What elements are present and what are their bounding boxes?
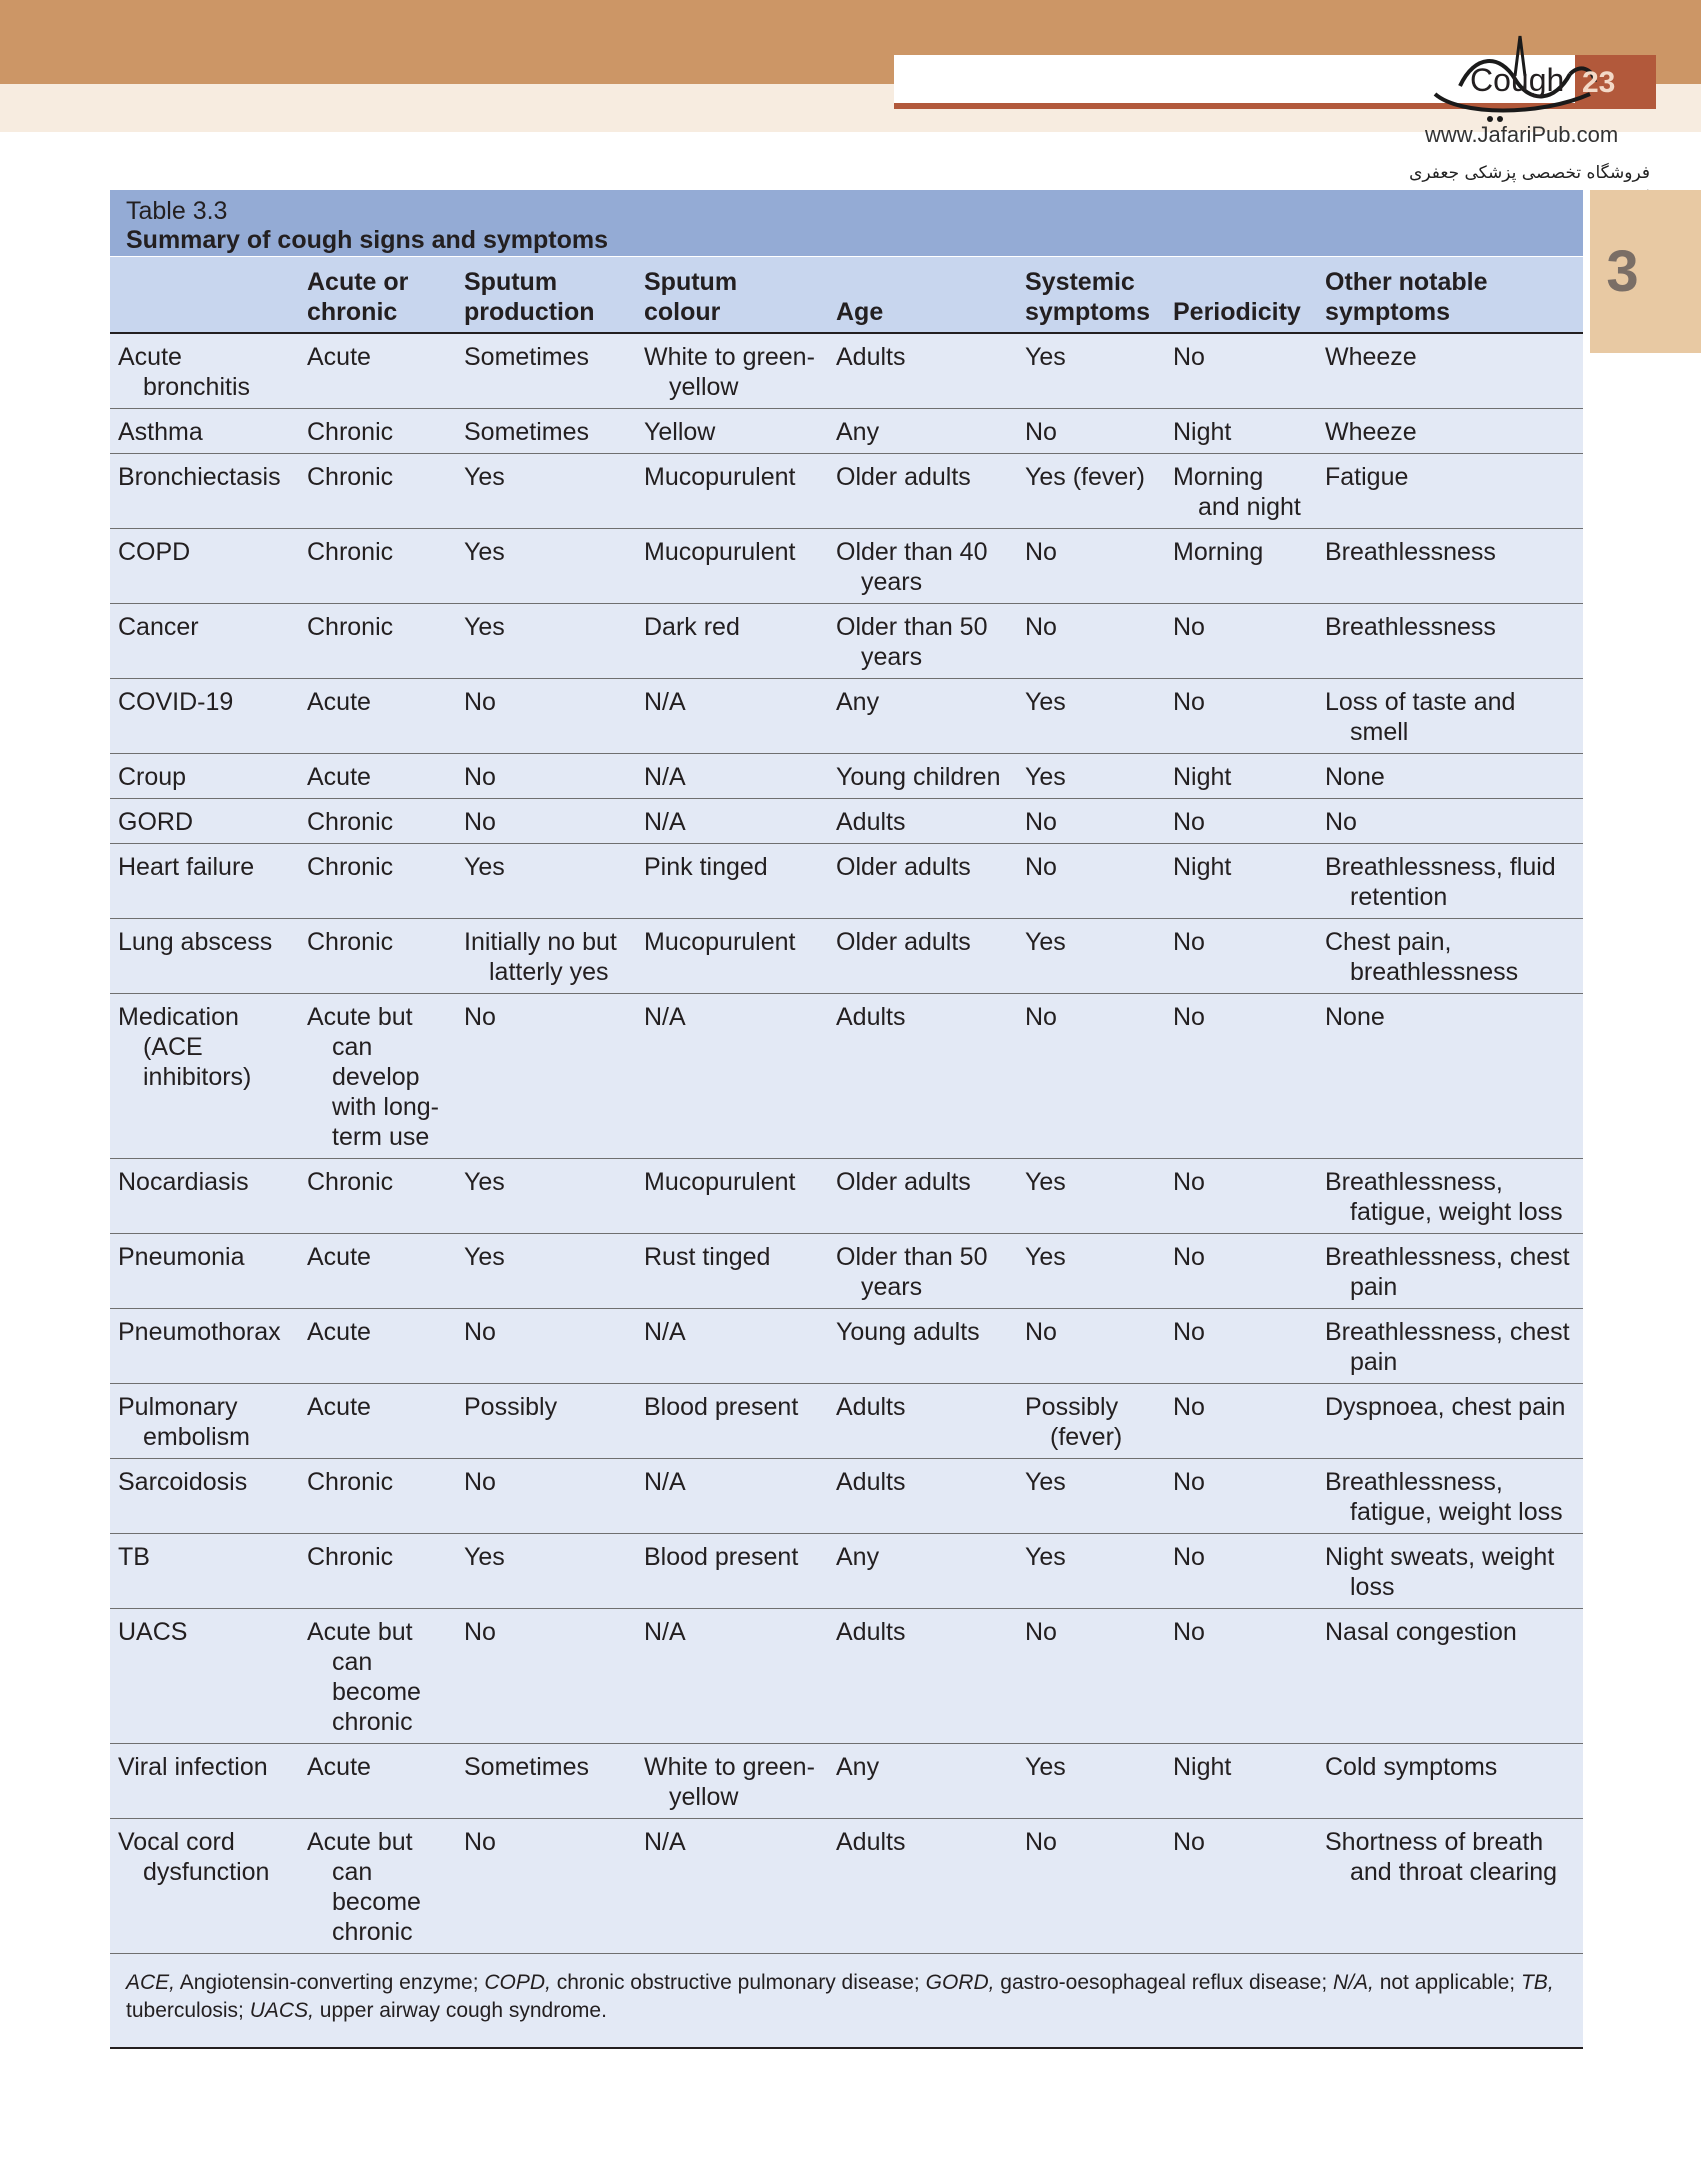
table-row — [110, 799, 1583, 844]
table-cell: Chronic — [299, 529, 456, 604]
table-cell: No — [1165, 994, 1317, 1159]
condition-cell: GORD — [110, 799, 299, 844]
table-cell: Any — [828, 409, 1017, 454]
table-cell: No — [1165, 919, 1317, 994]
table-cell: Chronic — [299, 1459, 456, 1534]
table-cell: No — [456, 679, 636, 754]
table-cell: Older than 50 years — [828, 1234, 1017, 1309]
table-cell: Yes — [456, 1534, 636, 1609]
table-cell: No — [1165, 333, 1317, 409]
table-row — [110, 1459, 1583, 1534]
table-cell: Initially no but latterly yes — [456, 919, 636, 994]
table-cell: Night — [1165, 1744, 1317, 1819]
table-cell: No — [1165, 1534, 1317, 1609]
table-cell: None — [1317, 754, 1583, 799]
column-header — [110, 257, 299, 333]
table-cell: Pink tinged — [636, 844, 828, 919]
table-cell: Yes — [1017, 919, 1165, 994]
table-cell: Young children — [828, 754, 1017, 799]
table-container — [110, 190, 1583, 2049]
page-number: 23 — [1582, 66, 1616, 99]
table-cell: Acute but can become chronic — [299, 1819, 456, 1954]
table-cell: Mucopurulent — [636, 1159, 828, 1234]
table-header-row — [110, 257, 1583, 333]
table-cell: No — [456, 1459, 636, 1534]
table-cell: Yes (fever) — [1017, 454, 1165, 529]
column-header: Sputum colour — [636, 257, 828, 333]
table-cell: Morning — [1165, 529, 1317, 604]
table-cell: Older adults — [828, 1159, 1017, 1234]
table-cell: Wheeze — [1317, 333, 1583, 409]
table-row — [110, 1384, 1583, 1459]
table-cell: No — [456, 1819, 636, 1954]
table-row — [110, 1534, 1583, 1609]
running-title: Cough — [1470, 62, 1565, 98]
table-cell: White to green-yellow — [636, 1744, 828, 1819]
footnote-definition: upper airway cough syndrome. — [319, 1999, 607, 2022]
table-cell: Sometimes — [456, 333, 636, 409]
table-cell: Shortness of breath and throat clearing — [1317, 1819, 1583, 1954]
table-cell: Any — [828, 679, 1017, 754]
table-row — [110, 333, 1583, 409]
table-row — [110, 754, 1583, 799]
table-cell: Yes — [1017, 1744, 1165, 1819]
footnote-abbreviation: ACE, — [126, 1971, 176, 1994]
table-footnote — [110, 1954, 1583, 2049]
table-cell: Acute — [299, 754, 456, 799]
footnote-abbreviation: UACS, — [249, 1999, 314, 2022]
column-header: Age — [828, 257, 1017, 333]
condition-cell: UACS — [110, 1609, 299, 1744]
table-cell: Older than 50 years — [828, 604, 1017, 679]
condition-cell: Medication (ACE inhibitors) — [110, 994, 299, 1159]
table-cell: Breathlessness — [1317, 604, 1583, 679]
table-caption — [110, 190, 1583, 257]
table-cell: Sometimes — [456, 409, 636, 454]
table-row — [110, 1609, 1583, 1744]
condition-cell: TB — [110, 1534, 299, 1609]
condition-cell: Pneumonia — [110, 1234, 299, 1309]
table-row — [110, 1744, 1583, 1819]
table-cell: Yes — [456, 604, 636, 679]
column-header: Other notable symptoms — [1317, 257, 1583, 333]
condition-cell: Asthma — [110, 409, 299, 454]
table-cell: None — [1317, 994, 1583, 1159]
table-row — [110, 1159, 1583, 1234]
cough-summary-table — [110, 257, 1583, 1954]
condition-cell: Pulmonary embolism — [110, 1384, 299, 1459]
table-cell: Blood present — [636, 1384, 828, 1459]
table-row — [110, 844, 1583, 919]
table-cell: Chest pain, breathlessness — [1317, 919, 1583, 994]
footnote-abbreviation: N/A, — [1333, 1971, 1374, 1994]
table-row — [110, 529, 1583, 604]
condition-cell: Acute bronchitis — [110, 333, 299, 409]
table-cell: Chronic — [299, 919, 456, 994]
footnote-abbreviation: COPD, — [484, 1971, 551, 1994]
table-cell: Mucopurulent — [636, 454, 828, 529]
table-cell: Cold symptoms — [1317, 1744, 1583, 1819]
table-cell: No — [1165, 1234, 1317, 1309]
footnote-definition: gastro-oesophageal reflux disease; — [1000, 1971, 1328, 1994]
table-cell: White to green-yellow — [636, 333, 828, 409]
table-cell: Mucopurulent — [636, 529, 828, 604]
column-header: Systemic symptoms — [1017, 257, 1165, 333]
table-cell: N/A — [636, 679, 828, 754]
table-cell: No — [456, 994, 636, 1159]
table-cell: Mucopurulent — [636, 919, 828, 994]
table-cell: Yellow — [636, 409, 828, 454]
table-label: Table 3.3 — [126, 197, 228, 225]
table-cell: No — [1165, 799, 1317, 844]
table-cell: No — [1165, 604, 1317, 679]
condition-cell: Croup — [110, 754, 299, 799]
table-cell: N/A — [636, 754, 828, 799]
table-cell: Acute but can develop with long-term use — [299, 994, 456, 1159]
table-cell: Acute but can become chronic — [299, 1609, 456, 1744]
table-cell: No — [1165, 1819, 1317, 1954]
table-cell: No — [1165, 1609, 1317, 1744]
condition-cell: Bronchiectasis — [110, 454, 299, 529]
footnote-definition: Angiotensin-converting enzyme; — [179, 1971, 479, 1994]
table-cell: Wheeze — [1317, 409, 1583, 454]
table-cell: Yes — [1017, 333, 1165, 409]
table-row — [110, 1234, 1583, 1309]
table-cell: N/A — [636, 799, 828, 844]
table-cell: Adults — [828, 799, 1017, 844]
table-cell: No — [1165, 1159, 1317, 1234]
footnote-abbreviation: TB, — [1520, 1971, 1554, 1994]
table-cell: Chronic — [299, 409, 456, 454]
table-cell: Acute — [299, 333, 456, 409]
table-cell: Any — [828, 1534, 1017, 1609]
condition-cell: Vocal cord dysfunction — [110, 1819, 299, 1954]
table-cell: Nasal congestion — [1317, 1609, 1583, 1744]
table-cell: No — [1165, 1309, 1317, 1384]
table-row — [110, 454, 1583, 529]
table-cell: Adults — [828, 1609, 1017, 1744]
table-cell: No — [1017, 529, 1165, 604]
table-cell: Night — [1165, 754, 1317, 799]
table-cell: No — [456, 799, 636, 844]
table-cell: No — [456, 1309, 636, 1384]
table-cell: Breathlessness, fluid retention — [1317, 844, 1583, 919]
table-cell: Any — [828, 1744, 1017, 1819]
table-cell: No — [1017, 1609, 1165, 1744]
table-cell: Breathlessness, chest pain — [1317, 1309, 1583, 1384]
table-cell: Acute — [299, 1384, 456, 1459]
table-cell: Rust tinged — [636, 1234, 828, 1309]
table-cell: Chronic — [299, 844, 456, 919]
table-cell: Breathlessness, fatigue, weight loss — [1317, 1159, 1583, 1234]
table-cell: Yes — [1017, 1459, 1165, 1534]
table-cell: Older than 40 years — [828, 529, 1017, 604]
table-cell: Breathlessness, fatigue, weight loss — [1317, 1459, 1583, 1534]
table-cell: No — [1017, 409, 1165, 454]
condition-cell: Heart failure — [110, 844, 299, 919]
table-cell: No — [1165, 1384, 1317, 1459]
footnote-definition: tuberculosis; — [126, 1999, 244, 2022]
table-cell: N/A — [636, 994, 828, 1159]
table-cell: Night — [1165, 844, 1317, 919]
table-cell: Yes — [456, 454, 636, 529]
table-cell: Yes — [1017, 1234, 1165, 1309]
table-cell: Possibly (fever) — [1017, 1384, 1165, 1459]
table-row — [110, 679, 1583, 754]
table-cell: N/A — [636, 1819, 828, 1954]
condition-cell: Viral infection — [110, 1744, 299, 1819]
table-row — [110, 1309, 1583, 1384]
table-cell: Yes — [1017, 679, 1165, 754]
condition-cell: COVID-19 — [110, 679, 299, 754]
table-cell: Adults — [828, 994, 1017, 1159]
table-cell: Sometimes — [456, 1744, 636, 1819]
table-row — [110, 994, 1583, 1159]
table-cell: Yes — [1017, 1534, 1165, 1609]
table-cell: No — [456, 754, 636, 799]
publisher-url[interactable]: www.JafariPub.com — [1425, 122, 1619, 147]
publisher-tagline: فروشگاه تخصصی پزشکی جعفری — [1409, 163, 1650, 183]
table-cell: Adults — [828, 1459, 1017, 1534]
table-cell: Chronic — [299, 1534, 456, 1609]
table-cell: No — [1017, 994, 1165, 1159]
table-row — [110, 409, 1583, 454]
table-title: Summary of cough signs and symptoms — [126, 226, 609, 254]
table-cell: No — [1017, 604, 1165, 679]
table-cell: Older adults — [828, 454, 1017, 529]
footnote-definition: not applicable; — [1379, 1971, 1516, 1994]
condition-cell: COPD — [110, 529, 299, 604]
table-cell: No — [1165, 679, 1317, 754]
table-cell: Acute — [299, 679, 456, 754]
condition-cell: Pneumothorax — [110, 1309, 299, 1384]
table-cell: Breathlessness, chest pain — [1317, 1234, 1583, 1309]
table-cell: Dark red — [636, 604, 828, 679]
table-cell: Possibly — [456, 1384, 636, 1459]
table-cell: Chronic — [299, 799, 456, 844]
footnote-abbreviation: GORD, — [925, 1971, 995, 1994]
footnote-definition: chronic obstructive pulmonary disease; — [556, 1971, 920, 1994]
table-cell: Chronic — [299, 1159, 456, 1234]
table-cell: Adults — [828, 333, 1017, 409]
table-cell: Young adults — [828, 1309, 1017, 1384]
table-cell: Night — [1165, 409, 1317, 454]
table-cell: Acute — [299, 1309, 456, 1384]
table-cell: Fatigue — [1317, 454, 1583, 529]
table-cell: Chronic — [299, 454, 456, 529]
column-header: Periodicity — [1165, 257, 1317, 333]
table-cell: Acute — [299, 1234, 456, 1309]
chapter-number: 3 — [1606, 239, 1639, 304]
table-cell: Dyspnoea, chest pain — [1317, 1384, 1583, 1459]
condition-cell: Cancer — [110, 604, 299, 679]
table-cell: Yes — [456, 529, 636, 604]
table-row — [110, 919, 1583, 994]
table-cell: No — [1017, 799, 1165, 844]
table-cell: Yes — [1017, 754, 1165, 799]
column-header: Acute or chronic — [299, 257, 456, 333]
table-cell: No — [1017, 1309, 1165, 1384]
table-cell: Older adults — [828, 844, 1017, 919]
table-cell: Yes — [456, 844, 636, 919]
table-cell: Breathlessness — [1317, 529, 1583, 604]
table-cell: No — [1017, 844, 1165, 919]
table-cell: No — [1317, 799, 1583, 844]
table-row — [110, 604, 1583, 679]
table-cell: Adults — [828, 1384, 1017, 1459]
table-cell: No — [1165, 1459, 1317, 1534]
table-cell: N/A — [636, 1609, 828, 1744]
table-cell: N/A — [636, 1459, 828, 1534]
condition-cell: Sarcoidosis — [110, 1459, 299, 1534]
table-cell: Older adults — [828, 919, 1017, 994]
table-cell: Chronic — [299, 604, 456, 679]
table-cell: Adults — [828, 1819, 1017, 1954]
table-cell: No — [1017, 1819, 1165, 1954]
condition-cell: Lung abscess — [110, 919, 299, 994]
table-cell: Yes — [456, 1159, 636, 1234]
table-cell: No — [456, 1609, 636, 1744]
condition-cell: Nocardiasis — [110, 1159, 299, 1234]
table-cell: Blood present — [636, 1534, 828, 1609]
table-cell: Night sweats, weight loss — [1317, 1534, 1583, 1609]
table-body — [110, 333, 1583, 1954]
table-cell: Morning and night — [1165, 454, 1317, 529]
table-cell: Yes — [1017, 1159, 1165, 1234]
table-cell: N/A — [636, 1309, 828, 1384]
table-cell: Acute — [299, 1744, 456, 1819]
column-header: Sputum production — [456, 257, 636, 333]
table-cell: Yes — [456, 1234, 636, 1309]
table-cell: Loss of taste and smell — [1317, 679, 1583, 754]
table-row — [110, 1819, 1583, 1954]
